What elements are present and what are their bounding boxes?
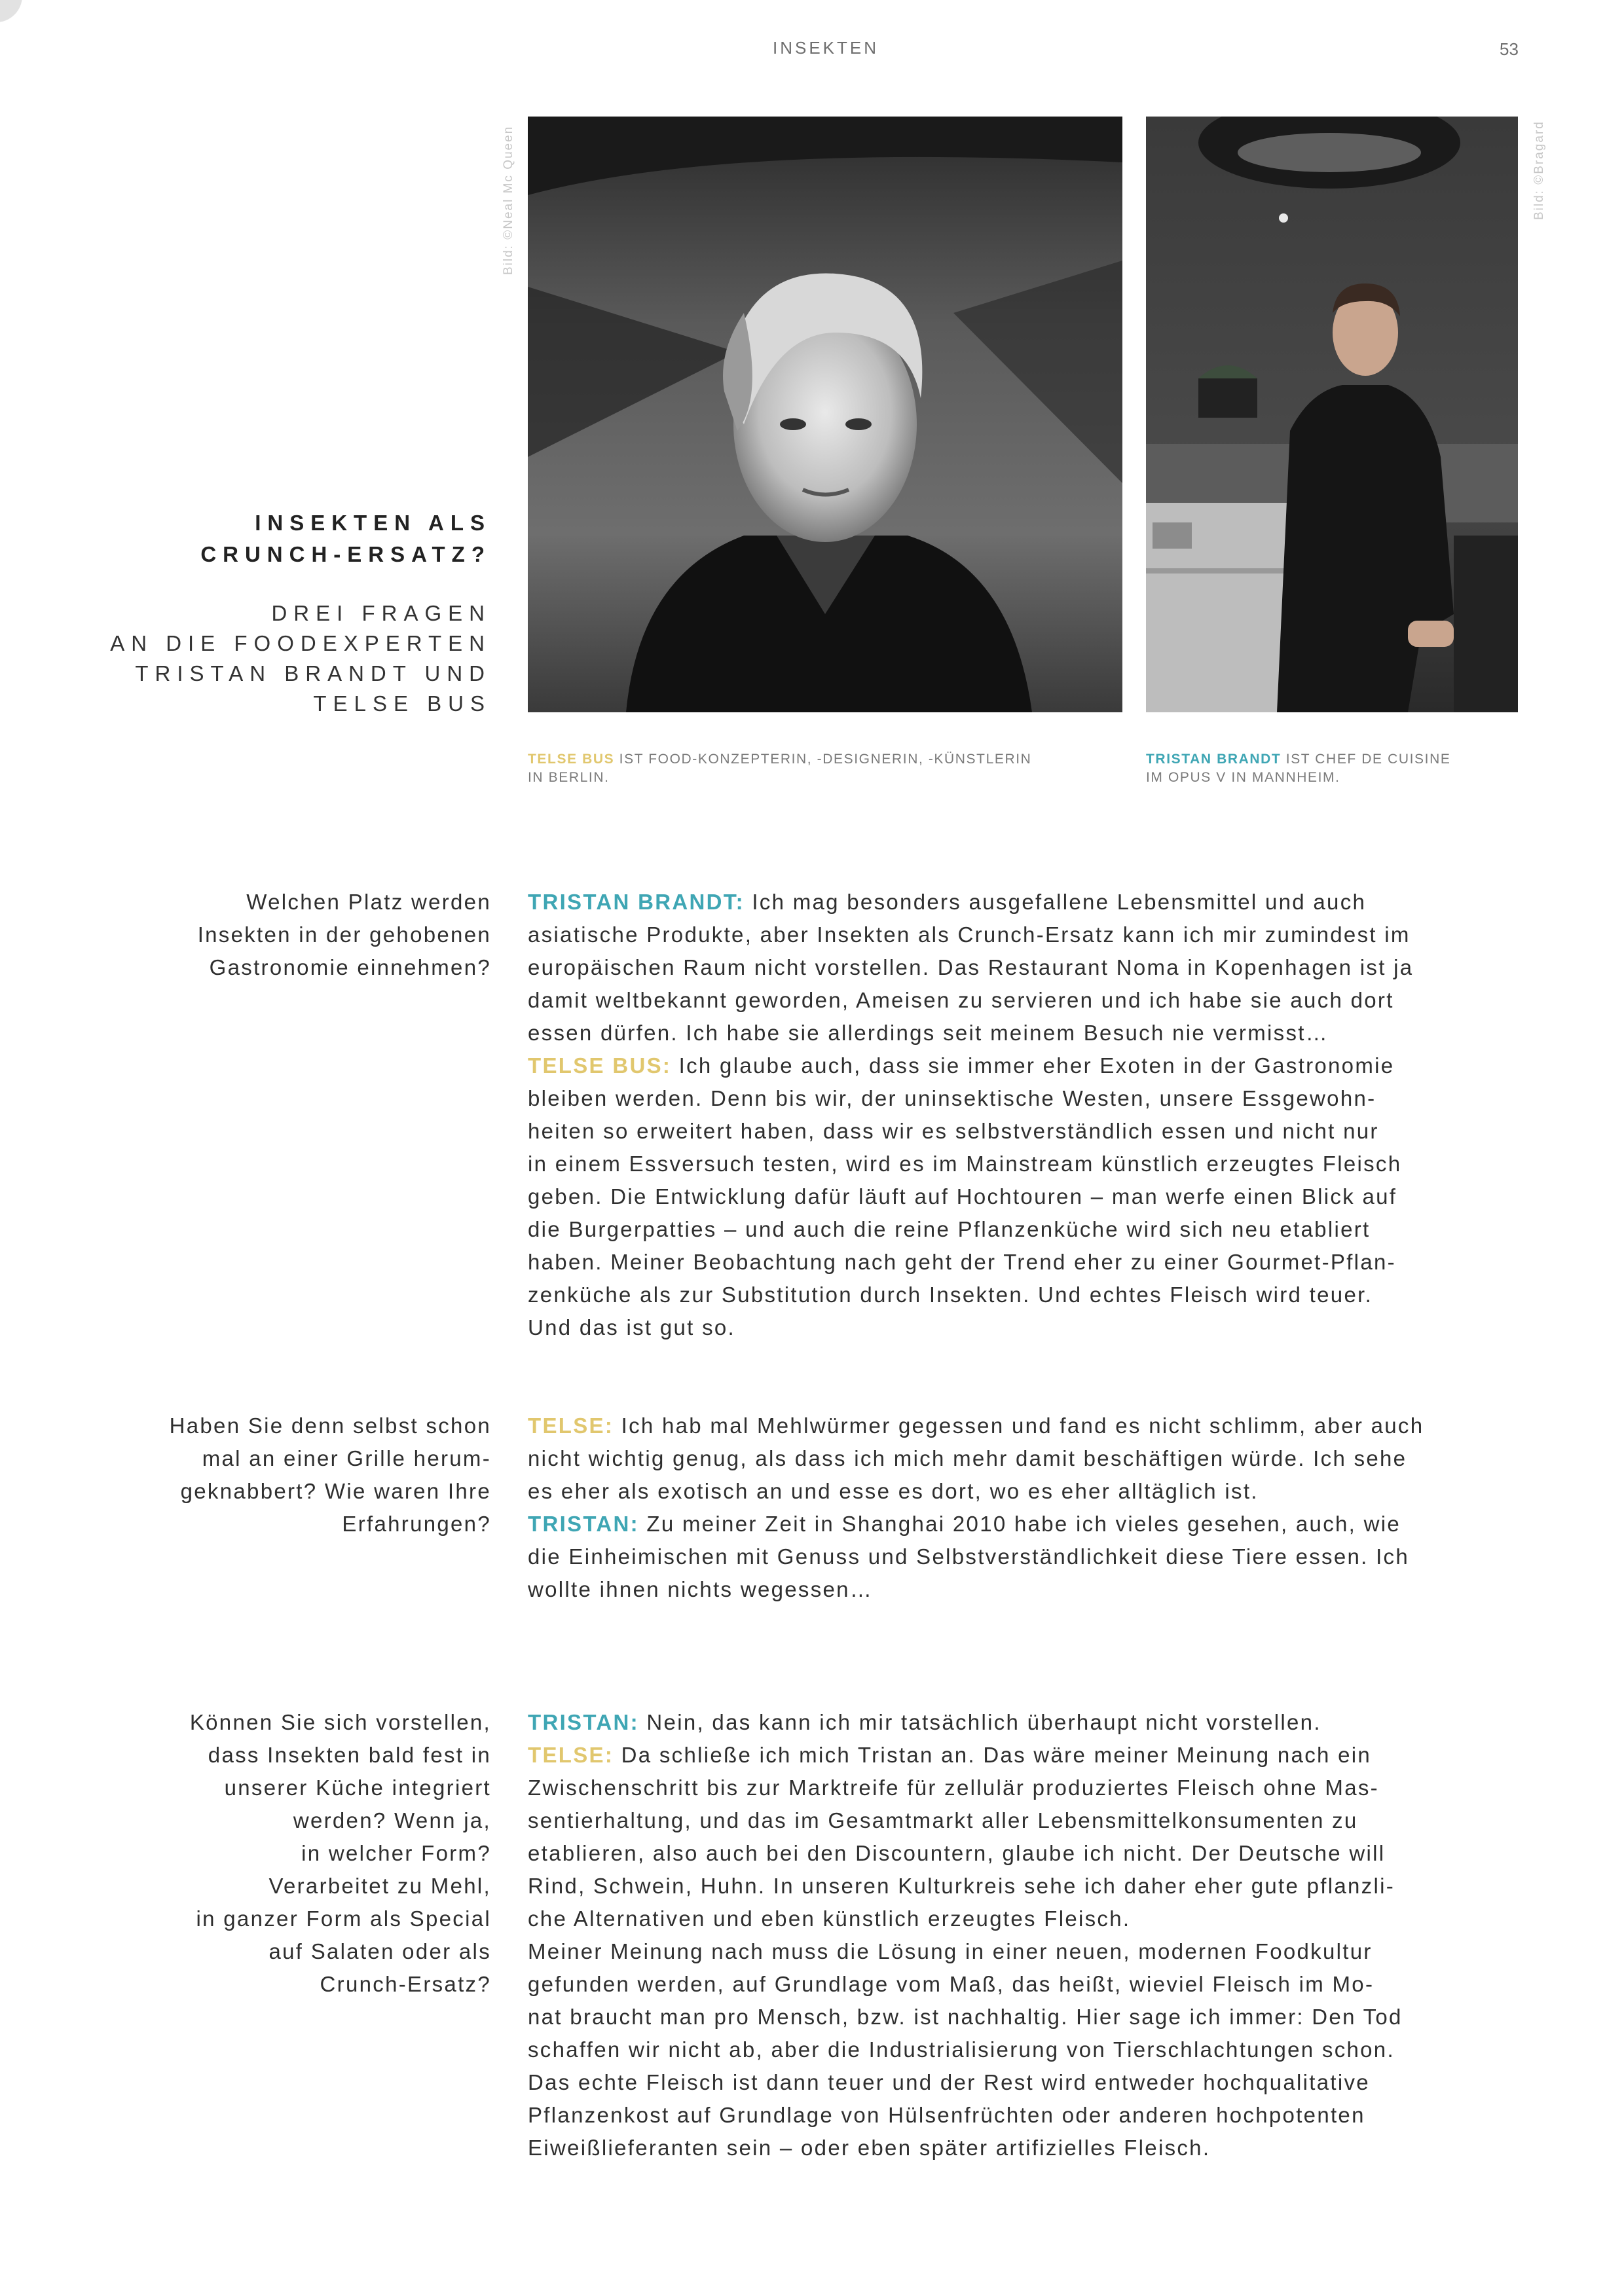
answer-block-3 <box>528 1706 1536 2164</box>
answer-block-1 <box>528 886 1536 1344</box>
speaker-label: TRISTAN: <box>528 1512 639 1536</box>
speaker-label: TRISTAN BRANDT: <box>528 890 745 914</box>
caption-name-telse: TELSE BUS <box>528 752 615 767</box>
answer-paragraph: TRISTAN: Nein, das kann ich mir tatsächlich überhaupt nicht vorstellen. <box>528 1710 1321 1734</box>
question-3: Können Sie sich vorstellen, dass Insekten bald fest in unserer Küche integriert werden? Wenn ja, in welcher Form? Verarbeitet zu Mehl, in ganzer Form als Special auf Salaten oder als Crunch-Ersatz? <box>189 1710 491 1996</box>
photo-caption-telse: TELSE BUS IST FOOD-KONZEPTERIN, -DESIGNERIN, -KÜNSTLERIN IN BERLIN. <box>528 752 1032 785</box>
speaker-label: TELSE: <box>528 1413 614 1438</box>
portrait-photo-tristan-brandt <box>1146 117 1518 712</box>
intro-title: INSEKTEN ALS CRUNCH-ERSATZ? <box>200 511 491 566</box>
photo-caption-tristan: TRISTAN BRANDT IST CHEF DE CUISINE IM OPUS V IN MANNHEIM. <box>1146 752 1451 785</box>
corner-mark <box>0 0 22 22</box>
speaker-label: TRISTAN: <box>528 1710 639 1734</box>
answer-paragraph: TRISTAN: Zu meiner Zeit in Shanghai 2010 habe ich vieles gesehen, auch, wie die Einheimischen mit Genuss und Selbstverständlichkeit diese Tiere essen. Ich wollte ihnen nichts wegessen… <box>528 1512 1410 1601</box>
intro-subtitle: DREI FRAGEN AN DIE FOODEXPERTEN TRISTAN BRANDT UND TELSE BUS <box>110 601 491 716</box>
speaker-label: TELSE: <box>528 1743 614 1767</box>
answer-paragraph: Meiner Meinung nach muss die Lösung in einer neuen, modernen Foodkultur gefunden werden, auf Grundlage vom Maß, das heißt, wieviel Fleisch im Mo- nat braucht man pro Mensch, bzw. ist nachhaltig. Hier sage ich immer: Den Tod schaffen wir nicht ab, aber die Industrialisierung von Tierschlachtungen schon. Das echte Fleisch ist dann teuer und der Rest wird entweder hochqualitative Pflanzenkost auf Grundlage von Hülsenfrüchten oder anderen hochpotenten Eiweißlieferanten sein – oder eben später artifizielles Fleisch. <box>528 1939 1403 2160</box>
answer-block-2 <box>528 1410 1536 1606</box>
question-2: Haben Sie denn selbst schon mal an einer Grille herum- geknabbert? Wie waren Ihre Erfahrungen? <box>169 1413 491 1536</box>
speaker-label: TELSE BUS: <box>528 1053 672 1078</box>
portrait-photo-telse-bus <box>528 117 1122 712</box>
answer-paragraph: TELSE: Ich hab mal Mehlwürmer gegessen und fand es nicht schlimm, aber auch nicht wichtig genug, als dass ich mich mehr damit beschäftigen würde. Ich sehe es eher als exotisch an und esse es dort, wo es eher alltäglich ist. <box>528 1413 1424 1503</box>
answer-paragraph: TRISTAN BRANDT: Ich mag besonders ausgefallene Lebensmittel und auch asiatische Produkte, aber Insekten als Crunch-Ersatz kann ich mir zumindest im europäischen Raum nicht vorstellen. Das Restaurant Noma in Kopenhagen ist ja damit weltbekannt geworden, Ameisen zu servieren und ich habe sie auch dort essen dürfen. Ich habe sie allerdings seit meinem Besuch nie vermisst… <box>528 890 1414 1045</box>
caption-name-tristan: TRISTAN BRANDT <box>1146 752 1282 767</box>
running-header: INSEKTEN <box>773 38 879 58</box>
photo-credit: Bild: ©Neal Mc Queen <box>502 125 515 275</box>
question-1: Welchen Platz werden Insekten in der gehobenen Gastronomie einnehmen? <box>197 890 491 979</box>
photo-credit: Bild: ©Bragard <box>1532 120 1546 220</box>
page-number: 53 <box>1500 39 1519 59</box>
answer-paragraph: TELSE BUS: Ich glaube auch, dass sie immer eher Exoten in der Gastronomie bleiben werden. Denn bis wir, der uninsektische Westen, unsere Essgewohn- heiten so erweitert haben, dass wir es selbstverständlich essen und nicht nur in einem Essversuch testen, wird es im Mainstream künstlich erzeugtes Fleisch geben. Die Entwicklung dafür läuft auf Hochtouren – man werfe einen Blick auf die Burgerpatties – und auch die reine Pflanzenküche wird sich neu etabliert haben. Meiner Beobachtung nach geht der Trend eher zu einer Gourmet-Pflan- zenküche als zur Substitution durch Insekten. Und echtes Fleisch wird teuer. Und das ist gut so. <box>528 1053 1402 1339</box>
answer-paragraph: TELSE: Da schließe ich mich Tristan an. Das wäre meiner Meinung nach ein Zwischenschritt bis zur Marktreife für zellulär produziertes Fleisch ohne Mas- sentierhaltung, und das im Gesamtmarkt aller Lebensmittelkonsumenten zu etablieren, also auch bei den Discountern, glaube ich nicht. Der Deutsche will Rind, Schwein, Huhn. In unseren Kulturkreis sehe ich daher eher gute pflanzli- che Alternativen und eben künstlich erzeugtes Fleisch. <box>528 1743 1395 1931</box>
